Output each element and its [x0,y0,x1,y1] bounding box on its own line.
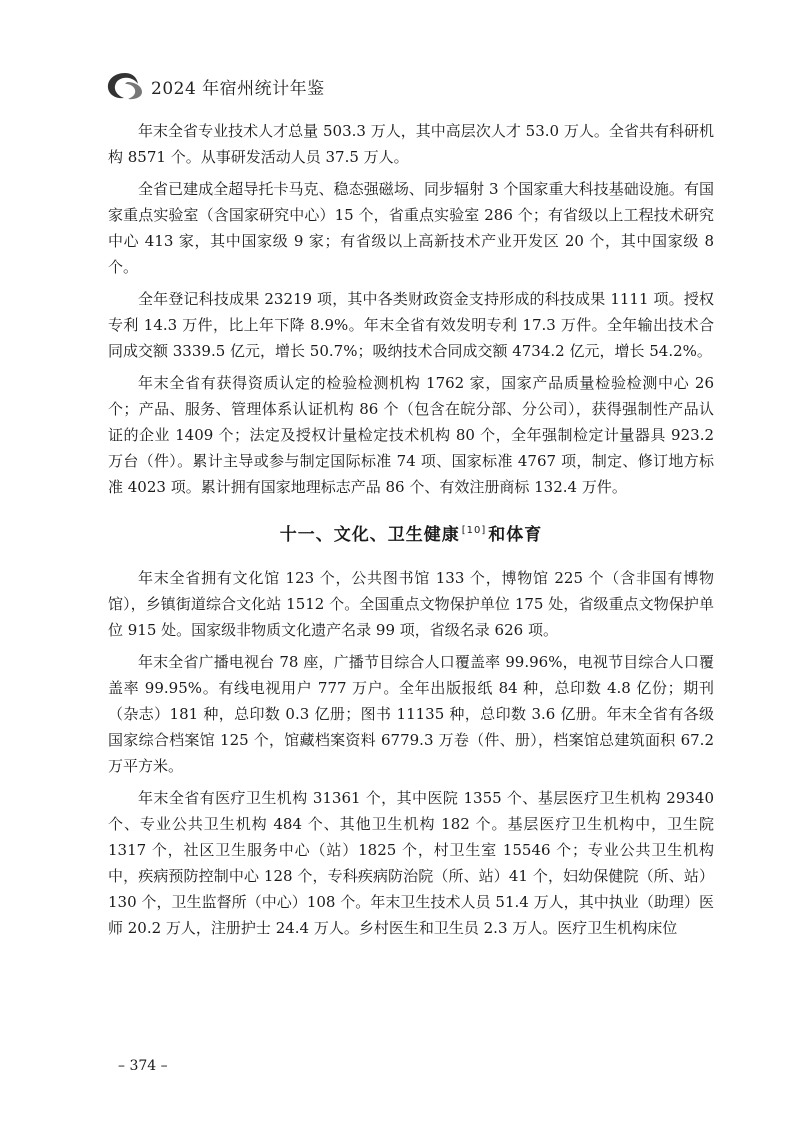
paragraph: 年末全省有获得资质认定的检验检测机构 1762 家，国家产品质量检验检测中心 26 个；产品、服务、管理体系认证机构 86 个（包含在皖分部、分公司），获得强制性产品认证的企业 1409 个；法定及授权计量检定技术机构 80 个，全年强制检定计量器具 923.2 万台（件）。累计主导或参与制定国际标准 74 项、国家标准 4767 项，制定、修订地方标准 4023 项。累计拥有国家地理标志产品 86 个、有效注册商标 132.4 万件。 [108,374,714,496]
paragraph: 年末全省专业技术人才总量 503.3 万人，其中高层次人才 53.0 万人。全省共有科研机构 8571 个。从事研发活动人员 37.5 万人。 [108,122,714,166]
footnote-marker: [10] [461,525,487,536]
paragraph: 全省已建成全超导托卡马克、稳态强磁场、同步辐射 3 个国家重大科技基础设施。有国家重点实验室（含国家研究中心）15 个，省重点实验室 286 个；有省级以上工程技术研究中心 413 家，其中国家级 9 家；有省级以上高新技术产业开发区 20 个，其中国家级 8 个。 [108,180,714,276]
header-title: 2024 年宿州统计年鉴 [151,78,325,99]
section-heading [108,520,714,545]
section-title-part: 和体育 [488,525,543,545]
paragraph: 年末全省广播电视台 78 座，广播节目综合人口覆盖率 99.96%，电视节目综合人口覆盖率 99.95%。有线电视用户 777 万户。全年出版报纸 84 种，总印数 4.8 亿份；期刊（杂志）181 种，总印数 0.3 亿册；图书 11135 种，总印数 3.6 亿册。年末全省有各级国家综合档案馆 125 个，馆藏档案资料 6779.3 万卷（件、册），档案馆总建筑面积 67.2 万平方米。 [108,653,714,775]
paragraph: 年末全省拥有文化馆 123 个，公共图书馆 133 个，博物馆 225 个（含非国有博物馆），乡镇街道综合文化站 1512 个。全国重点文物保护单位 175 处，省级重点文物保护单位 915 处。国家级非物质文化遗产名录 99 项，省级名录 626 项。 [108,569,714,639]
page-header [105,68,325,104]
page-number: – 374 – [118,1058,168,1074]
paragraph: 年末全省有医疗卫生机构 31361 个，其中医院 1355 个、基层医疗卫生机构 29340 个、专业公共卫生机构 484 个、其他卫生机构 182 个。基层医疗卫生机构中，卫生院 1317 个，社区卫生服务中心（站）1825 个，村卫生室 15546 个；专业公共卫生机构中，疾病预防控制中心 128 个，专科疾病防治院（所、站）41 个，妇幼保健院（所、站）130 个，卫生监督所（中心）108 个。年末卫生技术人员 51.4 万人，其中执业（助理）医师 20.2 万人，注册护士 24.4 万人。乡村医生和卫生员 2.3 万人。医疗卫生机构床位 [108,789,714,937]
document-body [108,118,714,947]
yearbook-logo-icon [105,69,145,103]
section-title-part: 十一、文化、卫生健康 [279,525,460,545]
paragraph: 全年登记科技成果 23219 项，其中各类财政资金支持形成的科技成果 1111 项。授权专利 14.3 万件，比上年下降 8.9%。年末全省有效发明专利 17.3 万件。全年输出技术合同成交额 3339.5 亿元，增长 50.7%；吸纳技术合同成交额 4734.2 亿元，增长 54.2%。 [108,290,714,360]
